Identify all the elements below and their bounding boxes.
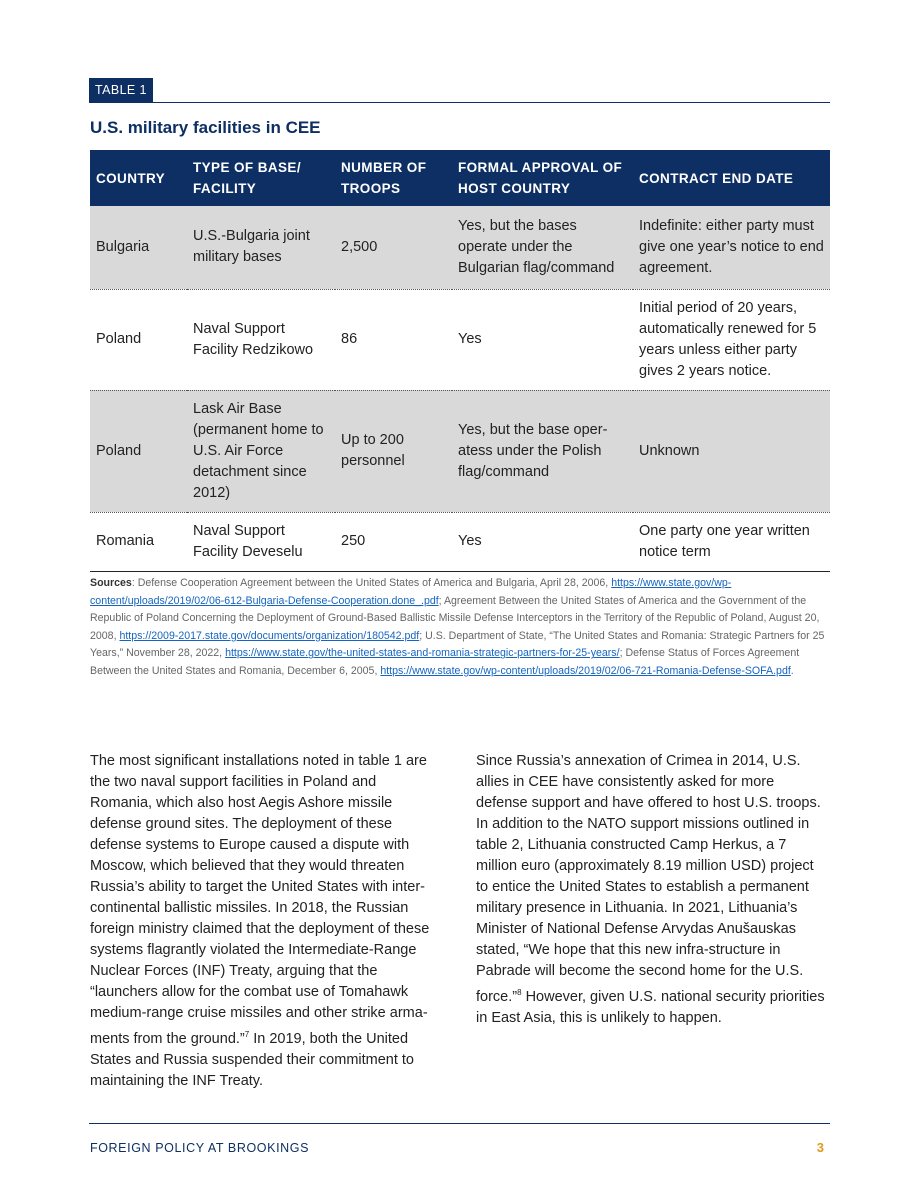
cell-country: Romania <box>90 512 187 571</box>
footer-publisher: FOREIGN POLICY AT BROOKINGS <box>90 1141 310 1155</box>
cell-country: Poland <box>90 289 187 390</box>
table-row <box>90 390 830 512</box>
cell-country: Bulgaria <box>90 206 187 289</box>
cell-end-date: Indefinite: either party must give one year’s notice to end agreement. <box>633 206 830 289</box>
sources-note <box>90 575 825 681</box>
cell-type: Naval Support Facility Deveselu <box>187 512 335 571</box>
sources-text: ; U.S. Department of State, “The United States and Romania: Strategic Partners for 25 Years,” November 28, 2022, <box>90 629 825 660</box>
source-link-bulgaria[interactable]: https://www.state.gov/wp-content/uploads/2019/02/06-612-Bulgaria-Defense-Cooperation.done_.pdf <box>90 577 732 607</box>
cell-approval: Yes, but the base oper-atess under the Polish flag/command <box>452 390 633 512</box>
source-link-romania-sofa[interactable]: https://www.state.gov/wp-content/uploads/2019/02/06-721-Romania-Defense-SOFA.pdf <box>380 664 791 677</box>
tag-rule <box>89 102 830 103</box>
cell-troops: 86 <box>335 289 452 390</box>
table-row <box>90 512 830 571</box>
cell-troops: 2,500 <box>335 206 452 289</box>
body-text: In 2019, both the United States and Russia suspended their commitment to maintaining the INF Treaty. <box>90 1030 414 1089</box>
col-header-approval: FORMAL APPROVAL OF HOST COUNTRY <box>452 150 633 206</box>
table-tag: TABLE 1 <box>89 78 153 103</box>
page-number: 3 <box>816 1140 824 1155</box>
col-header-troops: NUMBER OF TROOPS <box>335 150 452 206</box>
table-header-row <box>90 150 830 206</box>
body-text: However, given U.S. national security priorities in East Asia, this is unlikely to happen. <box>476 988 825 1026</box>
cell-troops: 250 <box>335 512 452 571</box>
cell-approval: Yes, but the bases operate under the Bulgarian flag/command <box>452 206 633 289</box>
cell-type: U.S.-Bulgaria joint military bases <box>187 206 335 289</box>
facilities-table <box>90 150 830 572</box>
col-header-type: TYPE OF BASE/ FACILITY <box>187 150 335 206</box>
sources-text: ; Defense Status of Forces Agreement Between the United States and Romania, December 6, 2005, <box>90 647 800 677</box>
body-column-right <box>476 751 828 1029</box>
sources-text: : Defense Cooperation Agreement between the United States of America and Bulgaria, April 28, 2006, <box>131 577 612 589</box>
col-header-country: COUNTRY <box>90 150 187 206</box>
table-title: U.S. military facilities in CEE <box>90 118 321 137</box>
footnote-ref[interactable]: 7 <box>244 1030 250 1039</box>
footnote-ref[interactable]: 8 <box>517 988 522 997</box>
cell-type: Naval Support Facility Redzikowo <box>187 289 335 390</box>
footer-rule <box>89 1123 830 1124</box>
sources-label: Sources <box>90 577 132 589</box>
cell-troops: Up to 200 personnel <box>335 390 452 512</box>
cell-approval: Yes <box>452 512 633 571</box>
body-text: Since Russia’s annexation of Crimea in 2014, U.S. allies in CEE have consistently asked for more defense support and have offered to host U.S. troops. In addition to the NATO support missions outlined in table 2, Lithuania constructed Camp Herkus, a 7 million euro (approximately 8.19 million USD) project to entice the United States to establish a permanent military presence in Lithuania. In 2021, Lithuania’s Minister of National Defense Arvydas Anušauskas stated, “We hope that this new infra-structure in Pabrade will become the second home for the U.S. force.” <box>476 753 821 1005</box>
sources-text: . <box>790 664 794 677</box>
sources-text: ; Agreement Between the United States of America and the Government of the Republic of Poland Concerning the Deployment of Ground-Based Ballistic Missile Defense Interceptors in the Territory of the Republic of Poland, August 20, 2008, <box>90 594 820 642</box>
cell-approval: Yes <box>452 289 633 390</box>
cell-country: Poland <box>90 390 187 512</box>
cell-type: Lask Air Base (permanent home to U.S. Air Force detachment since 2012) <box>187 390 335 512</box>
body-column-left <box>90 751 442 1092</box>
source-link-poland[interactable]: https://2009-2017.state.gov/documents/organization/180542.pdf <box>119 629 420 642</box>
source-link-romania-partners[interactable]: https://www.state.gov/the-united-states-and-romania-strategic-partners-for-25-years/ <box>225 647 620 660</box>
cell-end-date: Initial period of 20 years, automatically renewed for 5 years unless either party gives 2 years notice. <box>633 289 830 390</box>
table-row <box>90 206 830 289</box>
cell-end-date: One party one year written notice term <box>633 512 830 571</box>
table-row <box>90 289 830 390</box>
col-header-end-date: CONTRACT END DATE <box>633 150 830 206</box>
body-text: The most significant installations noted in table 1 are the two naval support facilities in Poland and Romania, which also host Aegis Ashore missile defense ground sites. The deployment of these defense systems to Europe caused a dispute with Moscow, which believed that they would threaten Russia’s ability to target the United States with inter-continental ballistic missiles. In 2018, the Russian foreign ministry claimed that the deployment of these systems flagrantly violated the Intermediate-Range Nuclear Forces (INF) Treaty, arguing that the “launchers allow for the combat use of Tomahawk medium-range cruise missiles and other strike arma-ments from the ground.” <box>90 753 430 1047</box>
cell-end-date: Unknown <box>633 390 830 512</box>
